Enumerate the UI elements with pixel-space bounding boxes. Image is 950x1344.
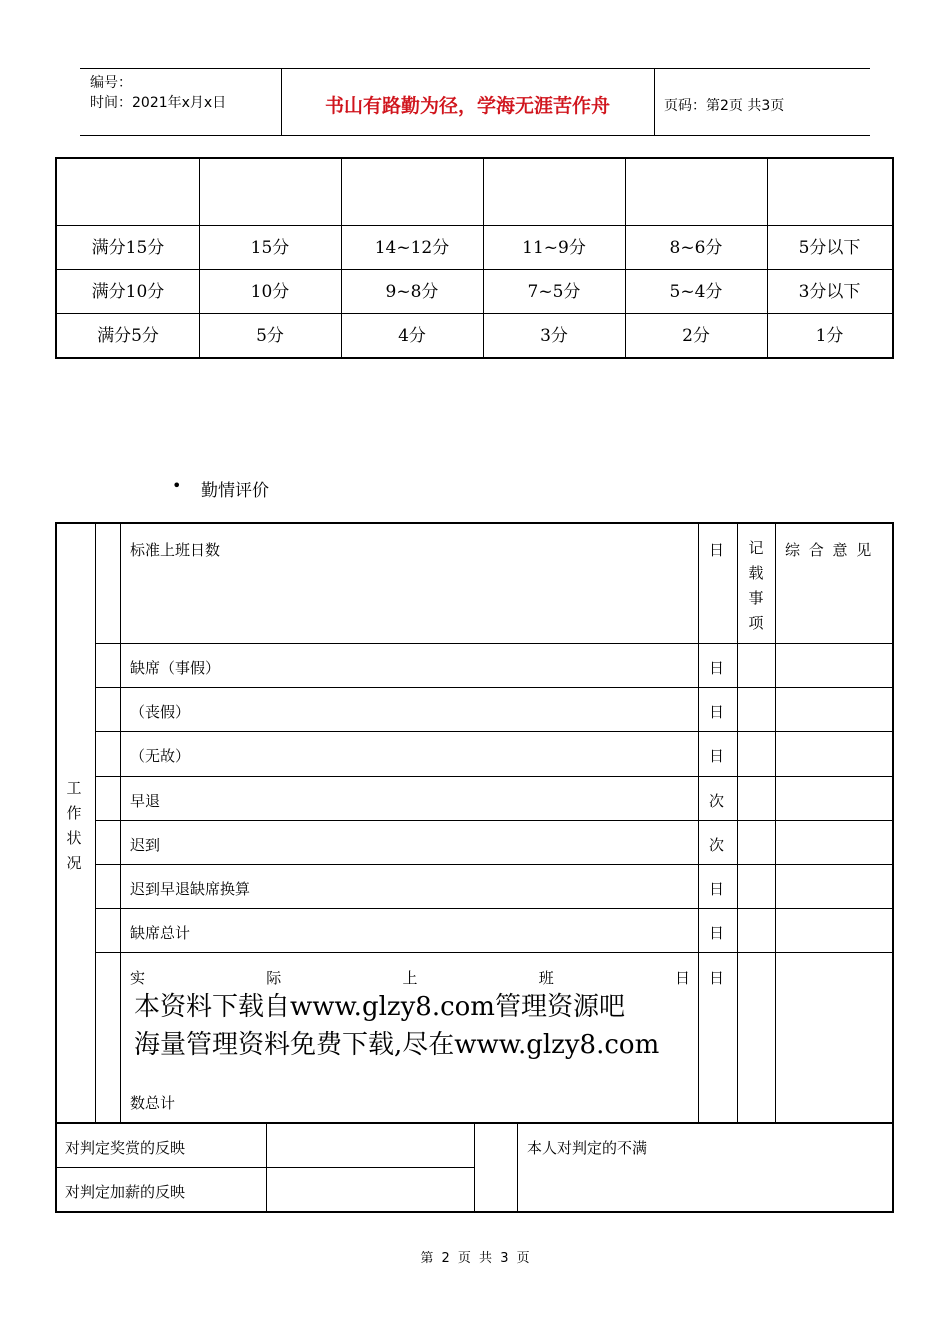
watermark-line: 本资料下载自www.glzy8.com管理资源吧	[134, 992, 625, 1022]
header-meta	[90, 73, 226, 113]
score-cell: 15分	[250, 238, 290, 258]
table-divider	[95, 687, 892, 688]
table-divider	[95, 908, 892, 909]
score-cell: 5分	[256, 326, 284, 346]
row-label: 迟到	[130, 836, 161, 854]
table-divider	[95, 524, 96, 1122]
unit-label: 日	[709, 747, 725, 765]
score-cell: 9~8分	[385, 282, 439, 302]
table-divider	[775, 524, 776, 1122]
row-label: （无故）	[130, 747, 191, 765]
actual-days-label	[130, 967, 690, 988]
spread-char: 际	[266, 969, 282, 987]
table-divider	[698, 524, 699, 1122]
header-page-label: 页码：第2页 共3页	[664, 98, 785, 114]
score-cell: 5分以下	[798, 238, 861, 258]
table-divider	[517, 1124, 518, 1211]
row-label: 标准上班日数	[130, 541, 221, 559]
score-cell: 满分15分	[91, 238, 165, 258]
table-divider	[95, 864, 892, 865]
unit-label: 日	[709, 924, 725, 942]
code-label: 编号：	[90, 75, 132, 91]
time-label: 时间：2021年x月x日	[90, 95, 227, 111]
side-label: 工作状况	[66, 779, 82, 872]
opinion-header: 综 合 意 见	[785, 541, 874, 559]
unit-label: 日	[709, 541, 725, 559]
records-header: 记载事项	[748, 539, 764, 632]
table-divider	[474, 1124, 475, 1211]
unit-label: 次	[709, 836, 725, 854]
unit-label: 日	[709, 880, 725, 898]
row-label: 缺席总计	[130, 924, 191, 942]
table-divider	[95, 952, 892, 953]
score-cell: 4分	[398, 326, 426, 346]
spread-char: 日	[674, 969, 690, 987]
row-label: （丧假）	[130, 703, 191, 721]
spread-char: 实	[130, 969, 146, 987]
header-motto: 书山有路勤为径，学海无涯苦作舟	[324, 95, 610, 117]
page-footer: 第 2 页 共 3 页	[420, 1251, 530, 1266]
table-divider	[120, 524, 121, 1122]
bullet-icon: •	[172, 476, 182, 495]
watermark-line: 海量管理资料免费下载,尽在www.glzy8.com	[134, 1030, 660, 1060]
spread-char: 班	[538, 969, 554, 987]
score-cell: 2分	[682, 326, 710, 346]
unit-label: 次	[709, 792, 725, 810]
self-dissatisfaction-label: 本人对判定的不满	[527, 1139, 648, 1157]
raise-reaction-label: 对判定加薪的反映	[65, 1183, 186, 1201]
score-cell: 5~4分	[669, 282, 723, 302]
score-cell: 7~5分	[527, 282, 581, 302]
row-label: 数总计	[130, 1094, 176, 1112]
table-divider	[95, 776, 892, 777]
unit-label: 日	[709, 659, 725, 677]
table-divider	[57, 1167, 474, 1168]
table-divider	[737, 524, 738, 1122]
table-divider	[95, 820, 892, 821]
section-title: 勤情评价	[201, 481, 269, 501]
unit-label: 日	[709, 703, 725, 721]
spread-char: 上	[402, 969, 418, 987]
score-cell: 14~12分	[374, 238, 450, 258]
reward-reaction-label: 对判定奖赏的反映	[65, 1139, 186, 1157]
header-divider	[654, 69, 655, 135]
score-cell: 满分10分	[91, 282, 165, 302]
score-cell: 11~9分	[522, 238, 586, 258]
score-cell: 1分	[815, 326, 844, 346]
score-cell: 满分5分	[97, 326, 159, 346]
table-divider	[95, 731, 892, 732]
score-cell: 8~6分	[669, 238, 723, 258]
table-divider	[95, 643, 892, 644]
score-table	[55, 157, 894, 359]
score-cell: 3分以下	[798, 282, 861, 302]
score-cell: 10分	[250, 282, 290, 302]
page-header	[80, 68, 870, 136]
score-cell: 3分	[540, 326, 568, 346]
attendance-table	[55, 522, 894, 1213]
unit-label: 日	[709, 969, 725, 987]
row-label: 迟到早退缺席换算	[130, 880, 251, 898]
row-label: 早退	[130, 792, 161, 810]
row-label: 缺席（事假）	[130, 659, 221, 677]
